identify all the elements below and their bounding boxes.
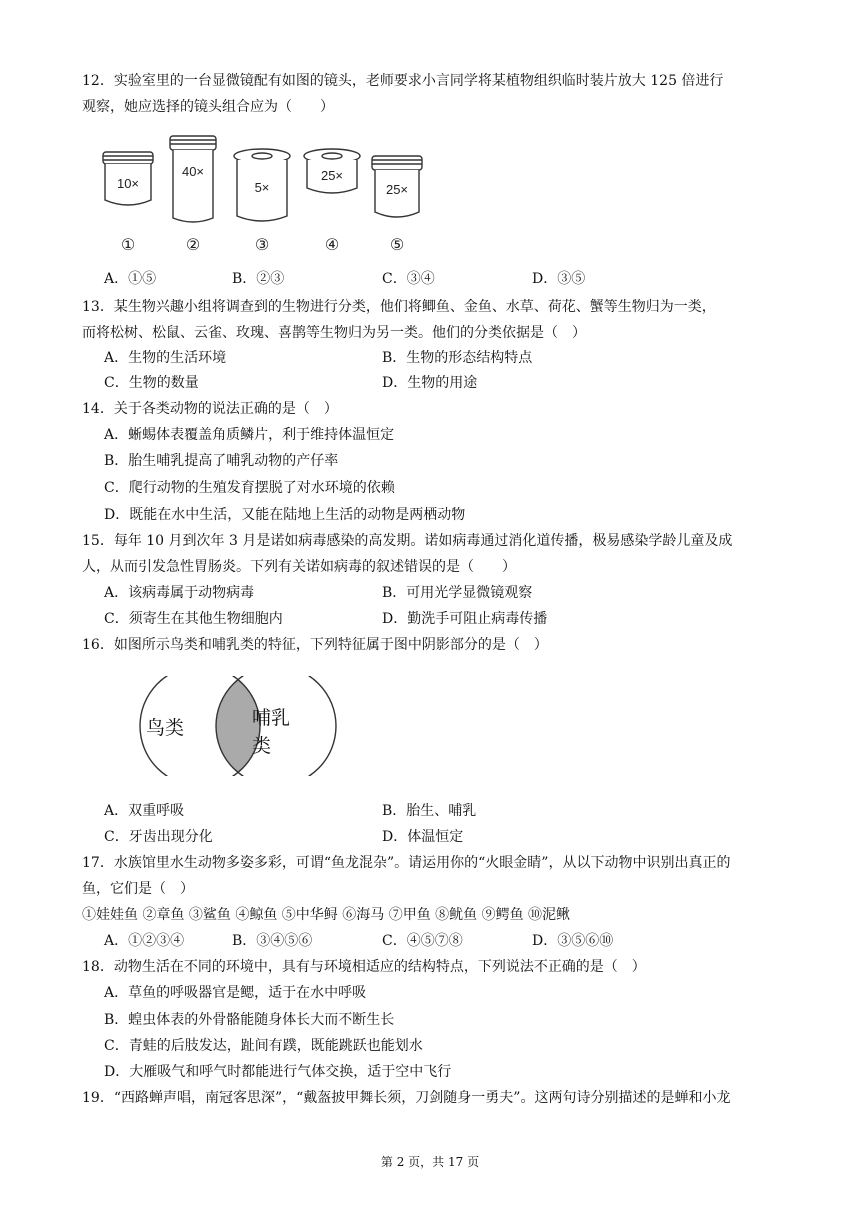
q14-option-a: A．蜥蜴体表覆盖角质鳞片，利于维持体温恒定: [104, 427, 395, 443]
q15-stem-line1: 15．每年 10 月到次年 3 月是诺如病毒感染的高发期。诺如病毒通过消化道传播，极易感染学龄儿童及成: [82, 533, 733, 549]
venn-label-mammals-1: 哺乳: [252, 707, 291, 729]
venn-label-birds: 鸟类: [146, 717, 185, 739]
lens-2-label: ②: [185, 235, 201, 254]
q12-option-c: C．③④: [382, 271, 435, 287]
q13-stem-line2: 而将松树、松鼠、云雀、玫瑰、喜鹊等生物归为另一类。他们的分类依据是（ ）: [82, 325, 586, 341]
q15-option-b: B．可用光学显微镜观察: [382, 585, 533, 601]
q15-stem-line2: 人，从而引发急性胃肠炎。下列有关诺如病毒的叙述错误的是（ ）: [82, 559, 516, 575]
q16-stem-line1: 16．如图所示鸟类和哺乳类的特征，下列特征属于图中阴影部分的是（ ）: [82, 637, 548, 653]
q17-stem-line2: 鱼，它们是（ ）: [82, 881, 194, 897]
q14-option-b: B．胎生哺乳提高了哺乳动物的产仔率: [104, 453, 339, 469]
q17-option-b: B．③④⑤⑥: [232, 933, 313, 949]
lens-4-mag: 25×: [320, 168, 344, 183]
q18-option-b: B．蝗虫体表的外骨骼能随身体长大而不断生长: [104, 1012, 395, 1028]
q16-option-b: B．胎生、哺乳: [382, 803, 477, 819]
lens-1-label: ①: [120, 235, 136, 254]
lens-5-mag: 25×: [385, 182, 409, 197]
q16-option-c: C．牙齿出现分化: [104, 829, 213, 845]
q12-option-d: D．③⑤: [532, 271, 586, 287]
lens-2: [170, 136, 216, 222]
q15-option-a: A．该病毒属于动物病毒: [104, 585, 255, 601]
q16-option-d: D．体温恒定: [382, 829, 464, 845]
q12-option-a: A．①⑤: [104, 271, 157, 287]
q12-option-b: B．②③: [232, 271, 285, 287]
q18-option-a: A．草鱼的呼吸器官是鳃，适于在水中呼吸: [104, 985, 367, 1001]
q17-option-c: C．④⑤⑦⑧: [382, 933, 463, 949]
page-footer: 第 2 页，共 17 页: [380, 1155, 480, 1169]
q12-stem-line2: 观察，她应选择的镜头组合应为（ ）: [82, 99, 334, 115]
q14-option-c: C．爬行动物的生殖发育摆脱了对水环境的依赖: [104, 480, 395, 496]
q19-stem-line1: 19．“西路蝉声唱，南冠客思深”，“戴盔披甲舞长须，刀剑随身一勇夫”。这两句诗分别描述的是蝉和小龙: [82, 1090, 731, 1106]
lens-3-mag: 5×: [254, 180, 270, 195]
lens-5-label: ⑤: [389, 235, 405, 254]
q16-option-a: A．双重呼吸: [104, 803, 185, 819]
microscope-lenses-figure: [95, 130, 435, 258]
q18-stem-line1: 18．动物生活在不同的环境中，具有与环境相适应的结构特点，下列说法不正确的是（ ）: [82, 959, 646, 975]
lens-3-label: ③: [254, 235, 270, 254]
q18-option-c: C．青蛙的后肢发达，趾间有蹼，既能跳跃也能划水: [104, 1038, 423, 1054]
q17-animal-list: ①娃娃鱼 ②章鱼 ③鲨鱼 ④鲸鱼 ⑤中华鲟 ⑥海马 ⑦甲鱼 ⑧鱿鱼 ⑨鳄鱼 ⑩泥鳅: [82, 907, 571, 923]
venn-diagram: [134, 676, 344, 776]
q13-option-d: D．生物的用途: [382, 375, 478, 391]
q13-option-a: A．生物的生活环境: [104, 350, 227, 366]
lens-1-mag: 10×: [116, 176, 140, 191]
lens-2-mag: 40×: [181, 164, 205, 179]
q18-option-d: D．大雁吸气和呼气时都能进行气体交换，适于空中飞行: [104, 1064, 452, 1080]
q13-option-c: C．生物的数量: [104, 375, 199, 391]
lens-4-label: ④: [324, 235, 340, 254]
venn-label-mammals-2: 类: [252, 735, 272, 757]
q15-option-d: D．勤洗手可阻止病毒传播: [382, 611, 548, 627]
q13-option-b: B．生物的形态结构特点: [382, 350, 533, 366]
q17-option-a: A．①②③④: [104, 933, 185, 949]
q14-stem-line1: 14．关于各类动物的说法正确的是（ ）: [82, 401, 338, 417]
q14-option-d: D．既能在水中生活，又能在陆地上生活的动物是两栖动物: [104, 507, 466, 523]
q12-stem-line1: 12．实验室里的一台显微镜配有如图的镜头，老师要求小言同学将某植物组织临时装片放大 125 倍进行: [82, 73, 724, 89]
q17-stem-line1: 17．水族馆里水生动物多姿多彩，可谓“鱼龙混杂”。请运用你的“火眼金睛”，从以下动物中识别出真正的: [82, 855, 731, 871]
q13-stem-line1: 13．某生物兴趣小组将调查到的生物进行分类，他们将鲫鱼、金鱼、水草、荷花、蟹等生物归为一类，: [82, 299, 716, 315]
q15-option-c: C．须寄生在其他生物细胞内: [104, 611, 283, 627]
q17-option-d: D．③⑤⑥⑩: [532, 933, 614, 949]
